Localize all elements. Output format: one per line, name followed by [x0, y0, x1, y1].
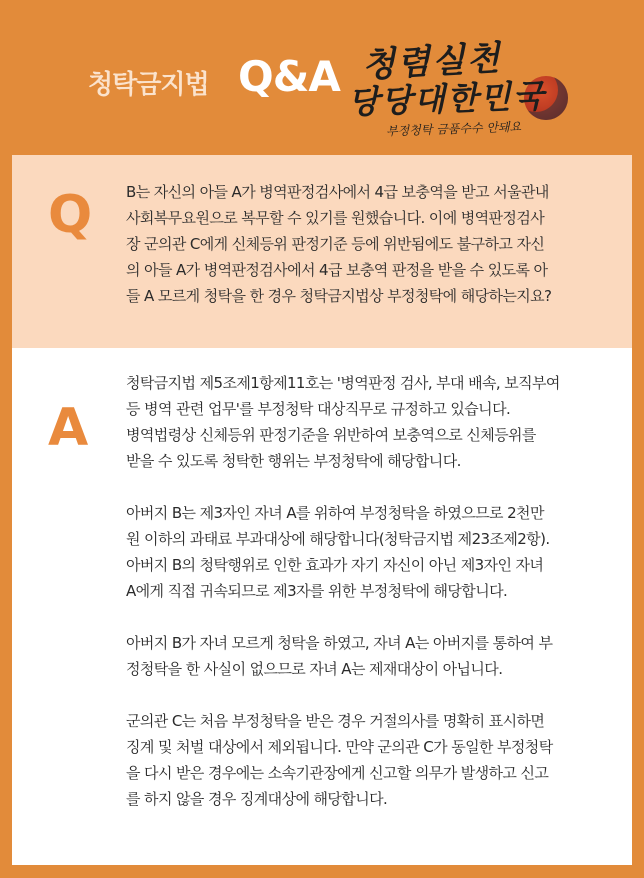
answer-line: 아버지 B의 청탁행위로 인한 효과가 자기 자신이 아닌 제3자인 자녀 — [126, 556, 544, 574]
slogan-line2: 당당대한민국 — [347, 76, 547, 122]
answer-line: 군의관 C는 처음 부정청탁을 받은 경우 거절의사를 명확히 표시하면 — [126, 712, 545, 730]
answer-line: A에게 직접 귀속되므로 제3자를 위한 부정청탁에 해당합니다. — [126, 582, 508, 600]
question-line: 들 A 모르게 청탁을 한 경우 청탁금지법상 부정청탁에 해당하는지요? — [126, 287, 552, 305]
slogan-line1: 청렴실천 — [361, 38, 503, 86]
slogan-logo — [347, 30, 572, 140]
question-text — [126, 179, 616, 309]
answer-letter: A — [48, 398, 89, 458]
question-line: 사회복무요원으로 복무할 수 있기를 원했습니다. 이에 병역판정검사 — [126, 209, 545, 227]
answer-line: 받을 수 있도록 청탁한 행위는 부정청탁에 해당합니다. — [126, 452, 461, 470]
answer-line: 을 다시 받은 경우에는 소속기관장에게 신고할 의무가 발생하고 신고 — [126, 764, 549, 782]
answer-line: 아버지 B는 제3자인 자녀 A를 위하여 부정청탁을 하였으므로 2천만 — [126, 504, 544, 522]
answer-paragraph — [126, 370, 616, 474]
answer-line: 원 이하의 과태료 부과대상에 해당합니다(청탁금지법 제23조제2항). — [126, 530, 550, 548]
answer-paragraph — [126, 708, 616, 812]
answer-line: 아버지 B가 자녀 모르게 청탁을 하였고, 자녀 A는 아버지를 통하여 부 — [126, 634, 553, 652]
answer-paragraph — [126, 500, 616, 604]
question-line: 의 아들 A가 병역판정검사에서 4급 보충역 판정을 받을 수 있도록 아 — [126, 261, 548, 279]
question-section — [12, 155, 632, 348]
answer-line: 를 하지 않을 경우 징계대상에 해당합니다. — [126, 790, 388, 808]
answer-paragraph — [126, 630, 616, 682]
header-qa: Q&A — [238, 52, 340, 101]
answer-line: 등 병역 관련 업무'를 부정청탁 대상직무로 규정하고 있습니다. — [126, 400, 511, 418]
answer-body — [126, 370, 616, 838]
question-line: 장 군의관 C에게 신체등위 판정기준 등에 위반됨에도 불구하고 자신 — [126, 235, 545, 253]
answer-section — [12, 348, 632, 865]
question-line: B는 자신의 아들 A가 병역판정검사에서 4급 보충역을 받고 서울관내 — [126, 183, 549, 201]
slogan-sub: 부정청탁 금품수수 안돼요 — [385, 119, 522, 139]
answer-line: 병역법령상 신체등위 판정기준을 위반하여 보충역으로 신체등위를 — [126, 426, 536, 444]
answer-line: 청탁금지법 제5조제1항제11호는 '병역판정 검사, 부대 배속, 보직부여 — [126, 374, 560, 392]
answer-line: 정청탁을 한 사실이 없으므로 자녀 A는 제재대상이 아닙니다. — [126, 660, 503, 678]
question-letter: Q — [48, 185, 93, 245]
header-title: 청탁금지법 — [88, 69, 209, 99]
answer-line: 징계 및 처벌 대상에서 제외됩니다. 만약 군의관 C가 동일한 부정청탁 — [126, 738, 553, 756]
header — [12, 0, 632, 155]
